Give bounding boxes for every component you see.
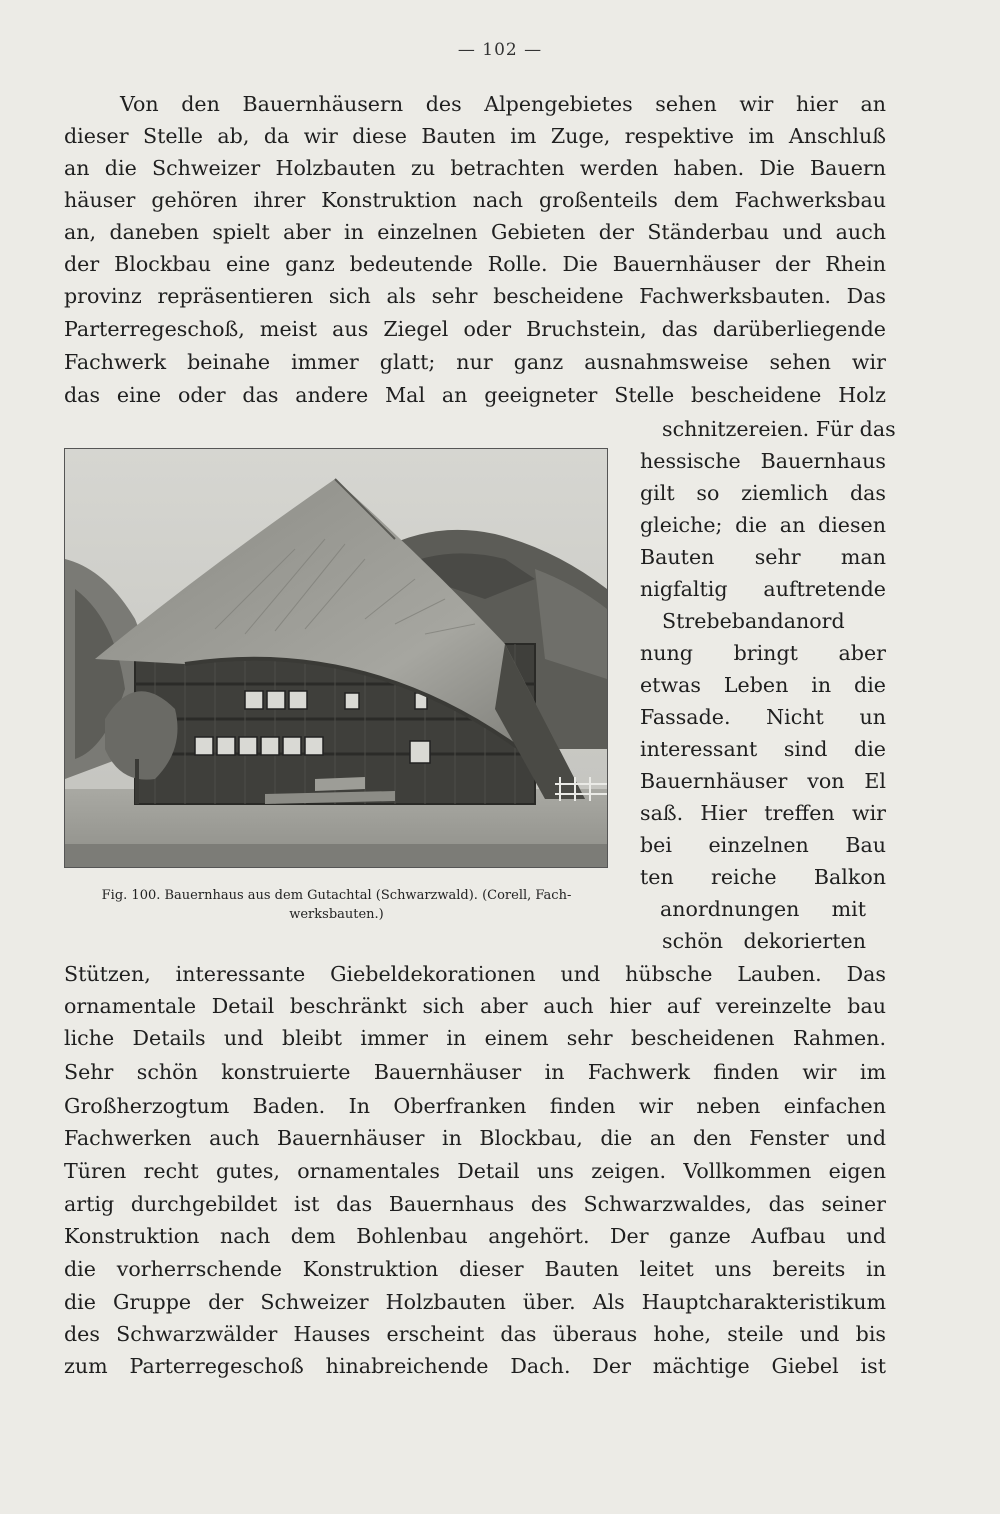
side-text-line: nung bringt aber [640,641,886,665]
text-line: an, daneben spielt aber in einzelnen Gebieten der Ständerbau und auch [64,220,886,244]
text-line: Fachwerken auch Bauernhäuser in Blockbau, die an den Fenster und [64,1126,886,1150]
side-text-line: saß. Hier treffen wir [640,801,886,825]
side-text-line: schön dekorierten [662,929,866,953]
text-line: an die Schweizer Holzbauten zu betrachten werden haben. Die Bauern [64,156,886,180]
side-text-line: bei einzelnen Bau [640,833,886,857]
farmhouse-photo [64,448,608,868]
text-line: Fachwerk beinahe immer glatt; nur ganz ausnahmsweise sehen wir [64,350,886,374]
text-line: Türen recht gutes, ornamentales Detail uns zeigen. Vollkommen eigen [64,1159,886,1183]
farmhouse-illustration [65,449,607,867]
figure-caption [64,886,609,924]
side-text-line: etwas Leben in die [640,673,886,697]
side-text-line: Bauten sehr man [640,545,886,569]
text-line: liche Details und bleibt immer in einem sehr bescheidenen Rahmen. [64,1026,886,1050]
side-text-line: gleiche; die an diesen [640,513,886,537]
side-text-line: nigfaltig auftretende [640,577,886,601]
side-text-line: anordnungen mit [660,897,866,921]
text-line: die vorherrschende Konstruktion dieser Bauten leitet uns bereits in [64,1257,886,1281]
text-line: provinz repräsentieren sich als sehr bescheidene Fachwerksbauten. Das [64,284,886,308]
text-line: dieser Stelle ab, da wir diese Bauten im Zuge, respektive im Anschluß [64,124,886,148]
side-text-line: Strebebandanord [662,609,845,633]
side-text-line: hessische Bauernhaus [640,449,886,473]
text-line: des Schwarzwälder Hauses erscheint das überaus hohe, steile und bis [64,1322,886,1346]
text-line: Konstruktion nach dem Bohlenbau angehört. Der ganze Aufbau und [64,1224,886,1248]
side-text-line: Fassade. Nicht un [640,705,886,729]
side-text-line: ten reiche Balkon [640,865,886,889]
text-line: der Blockbau eine ganz bedeutende Rolle. Die Bauernhäuser der Rhein [64,252,886,276]
text-line: die Gruppe der Schweizer Holzbauten über. Als Hauptcharakteristikum [64,1290,886,1314]
text-line: Stützen, interessante Giebeldekorationen und hübsche Lauben. Das [64,962,886,986]
text-line: ornamentale Detail beschränkt sich aber auch hier auf vereinzelte bau [64,994,886,1018]
text-line: Von den Bauernhäusern des Alpengebietes sehen wir hier an [120,92,886,116]
text-line: Parterregeschoß, meist aus Ziegel oder Bruchstein, das darüberliegende [64,317,886,341]
text-line: Großherzogtum Baden. In Oberfranken finden wir neben einfachen [64,1094,886,1118]
text-line: Sehr schön konstruierte Bauernhäuser in Fachwerk finden wir im [64,1060,886,1084]
caption-line: Fig. 100. Bauernhaus aus dem Gutachtal (Schwarzwald). (Corell, Fach- [101,888,572,903]
side-text-line: interessant sind die [640,737,886,761]
text-line: das eine oder das andere Mal an geeigneter Stelle bescheidene Holz [64,383,886,407]
text-line: artig durchgebildet ist das Bauernhaus des Schwarzwaldes, das seiner [64,1192,886,1216]
side-text-line: schnitzereien. Für das [662,417,896,441]
text-line: häuser gehören ihrer Konstruktion nach großenteils dem Fachwerksbau [64,188,886,212]
side-text-line: gilt so ziemlich das [640,481,886,505]
text-line: zum Parterregeschoß hinabreichende Dach. Der mächtige Giebel ist [64,1354,886,1378]
side-text-line: Bauernhäuser von El [640,769,886,793]
caption-line: werksbauten.) [289,907,384,922]
page-number: — 102 — [457,40,543,60]
